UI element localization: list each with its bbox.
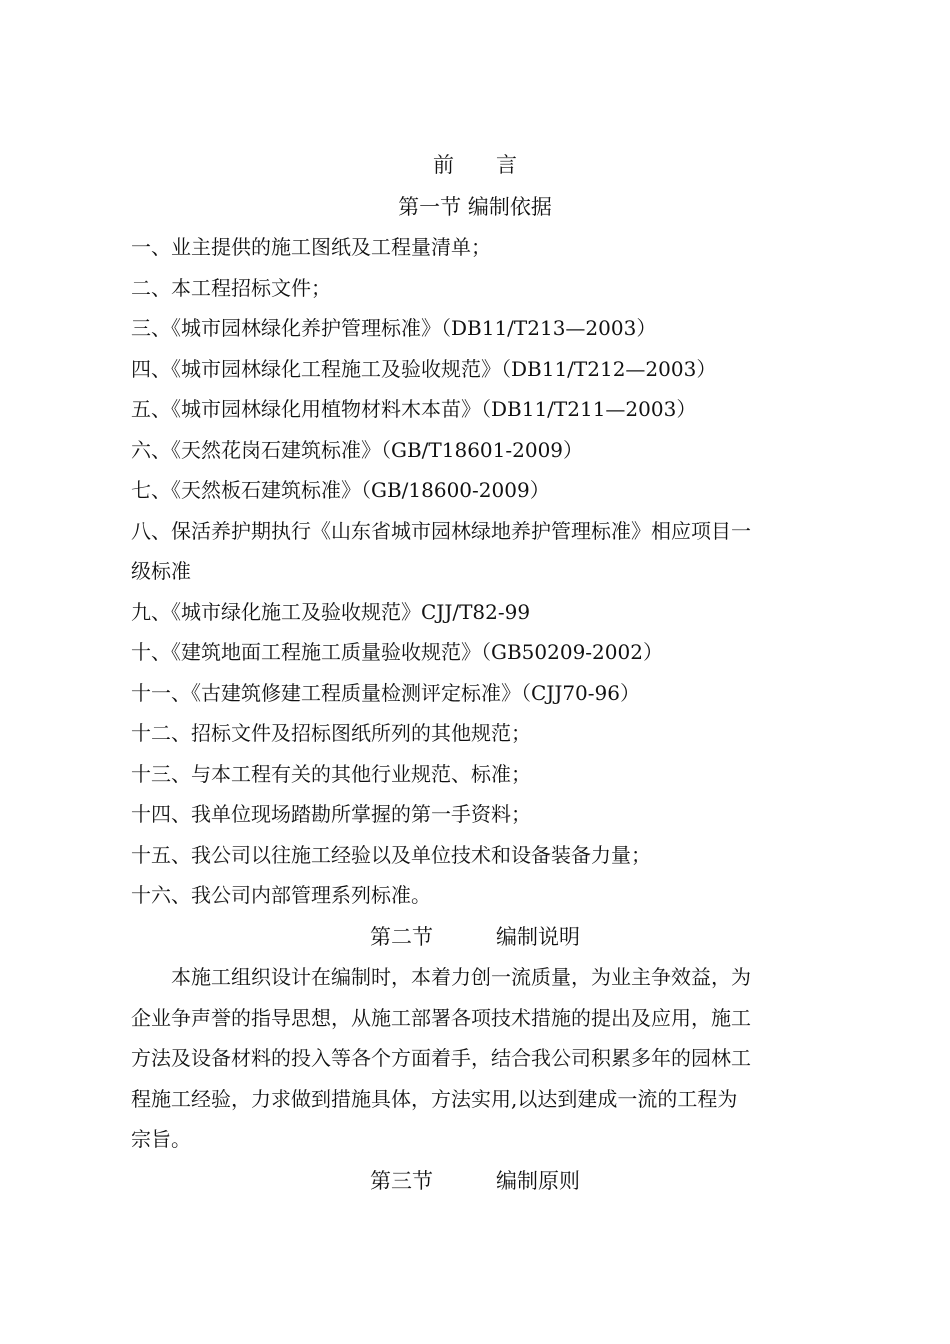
paragraph-line: 本施工组织设计在编制时，本着力创一流质量，为业主争效益，为: [131, 965, 751, 989]
paragraph-line: 程施工经验，力求做到措施具体，方法实用,以达到建成一流的工程为: [131, 1087, 738, 1111]
basis-item: 五、《城市园林绿化用植物材料木本苗》（DB11/T211—2003）: [131, 397, 697, 421]
basis-item: 十四、我单位现场踏勘所掌握的第一手资料；: [131, 802, 531, 826]
basis-item: 六、《天然花岗石建筑标准》（GB/T18601-2009）: [131, 438, 584, 462]
basis-item: 十二、招标文件及招标图纸所列的其他规范；: [131, 721, 531, 745]
basis-item: 十、《建筑地面工程施工质量验收规范》（GB50209-2002）: [131, 640, 663, 664]
section-heading-principles: 第三节 编制原则: [370, 1169, 580, 1193]
basis-item: 七、《天然板石建筑标准》（GB/18600-2009）: [131, 478, 550, 502]
section-heading-description: 第二节 编制说明: [370, 925, 580, 949]
basis-item: 十一、《古建筑修建工程质量检测评定标准》（CJJ70-96）: [131, 681, 640, 705]
basis-item: 四、《城市园林绿化工程施工及验收规范》（DB11/T212—2003）: [131, 357, 717, 381]
basis-item: 二、本工程招标文件；: [131, 276, 331, 300]
section-heading-basis: 第一节 编制依据: [398, 195, 552, 219]
paragraph-line: 方法及设备材料的投入等各个方面着手，结合我公司积累多年的园林工: [131, 1046, 751, 1070]
document-title: 前 言: [433, 153, 517, 177]
basis-item: 八、保活养护期执行《山东省城市园林绿地养护管理标准》相应项目一: [131, 519, 751, 543]
basis-item-continued: 级标准: [131, 559, 191, 583]
basis-item: 十五、我公司以往施工经验以及单位技术和设备装备力量；: [131, 843, 651, 867]
basis-item: 三、《城市园林绿化养护管理标准》（DB11/T213—2003）: [131, 316, 657, 340]
basis-item: 十六、我公司内部管理系列标准。: [131, 883, 431, 907]
basis-item: 一、业主提供的施工图纸及工程量清单；: [131, 235, 491, 259]
paragraph-line: 宗旨。: [131, 1127, 191, 1151]
paragraph-line: 企业争声誉的指导思想，从施工部署各项技术措施的提出及应用，施工: [131, 1006, 751, 1030]
basis-item: 九、《城市绿化施工及验收规范》CJJ/T82-99: [131, 600, 531, 624]
basis-item: 十三、与本工程有关的其他行业规范、标准；: [131, 762, 531, 786]
